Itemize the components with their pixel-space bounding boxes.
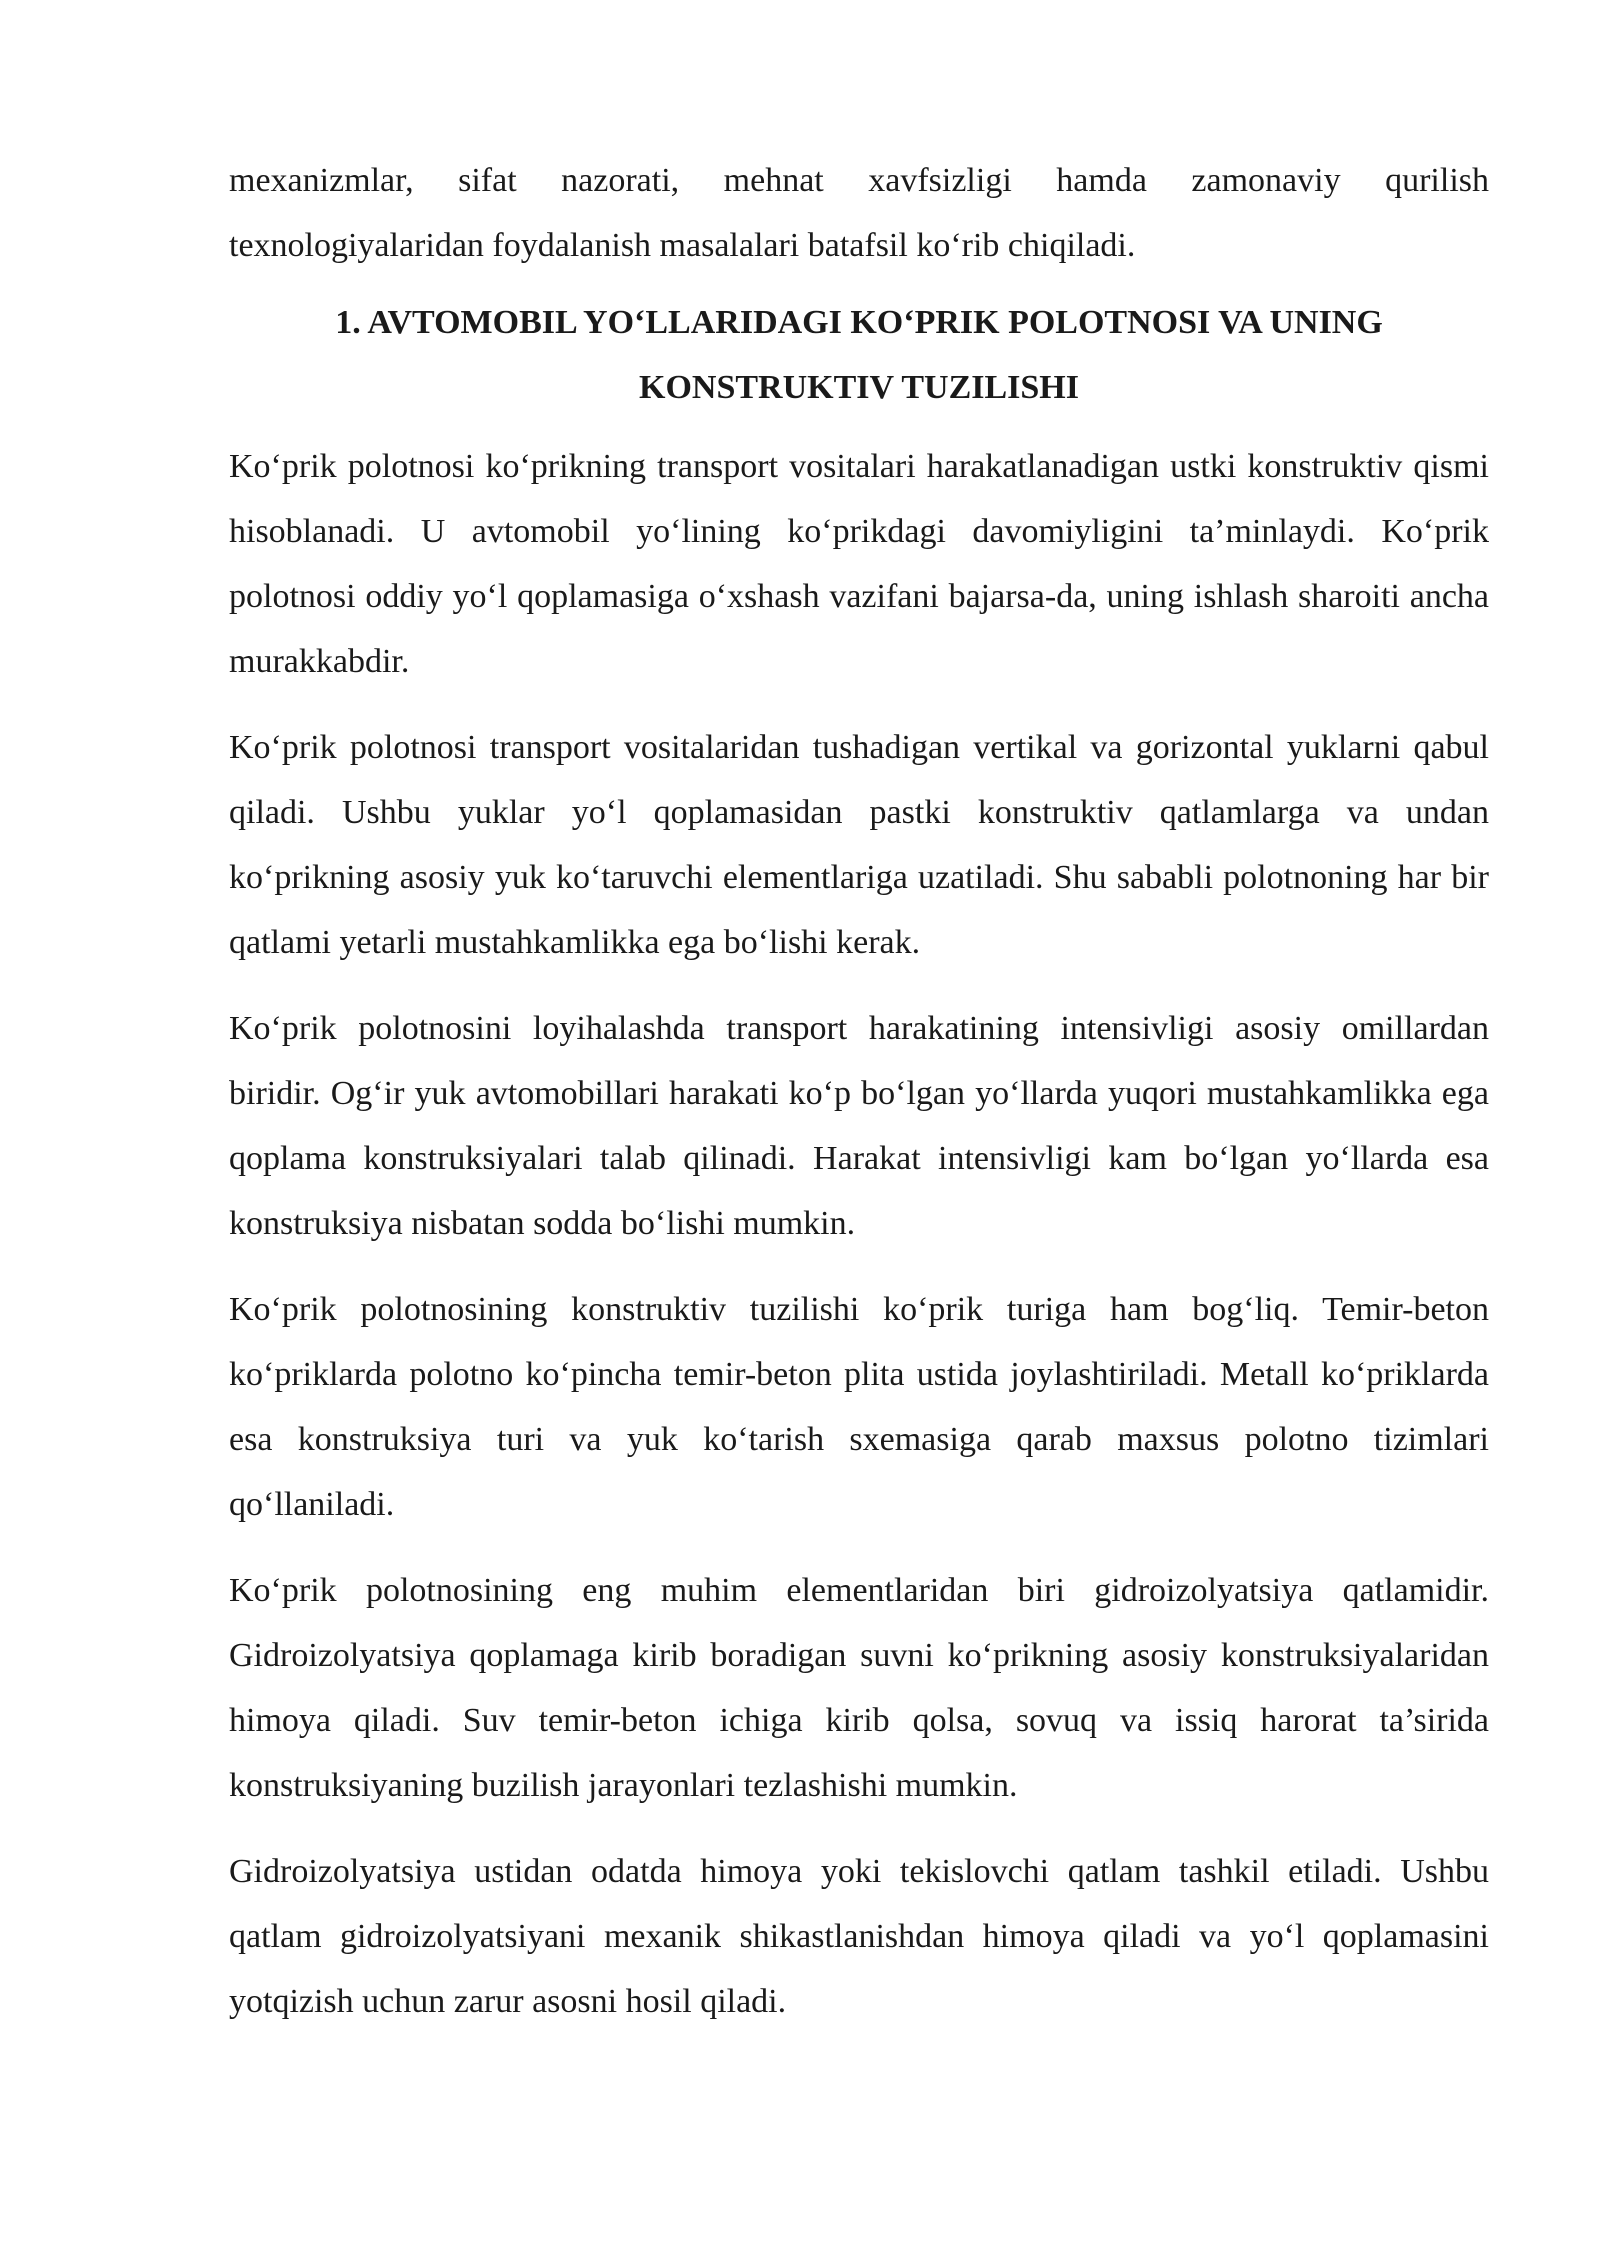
paragraph-2: Koʻprik polotnosi transport vositalaridan tushadigan vertikal va gorizontal yuklarni qabul qiladi. Ushbu yuklar yoʻl qoplamasidan pastki konstruktiv qatlamlarga va undan koʻprikning asosiy yuk koʻtaruvchi elementlariga uzatiladi. Shu sababli polotnoning har bir qatlami yetarli mustahkamlikka ega boʻlishi kerak. bbox=[229, 729, 1489, 961]
document-body bbox=[229, 148, 1489, 2055]
paragraph-3: Koʻprik polotnosini loyihalashda transport harakatining intensivligi asosiy omillardan biridir. Ogʻir yuk avtomobillari harakati koʻp boʻlgan yoʻllarda yuqori mustahkamlikka ega qoplama konstruksiyalari talab qilinadi. Harakat intensivligi kam boʻlgan yoʻllarda esa konstruksiya nisbatan sodda boʻlishi mumkin. bbox=[229, 1010, 1489, 1242]
paragraph-6: Gidroizolyatsiya ustidan odatda himoya yoki tekislovchi qatlam tashkil etiladi. Ushbu qatlam gidroizolyatsiyani mexanik shikastlanishdan himoya qiladi va yoʻl qoplamasini yotqizish uchun zarur asosni hosil qiladi. bbox=[229, 1853, 1489, 2020]
paragraph-5: Koʻprik polotnosining eng muhim elementlaridan biri gidroizolyatsiya qatlamidir. Gidroizolyatsiya qoplamaga kirib boradigan suvni koʻprikning asosiy konstruksiyalaridan himoya qiladi. Suv temir-beton ichiga kirib qolsa, sovuq va issiq harorat ta’sirida konstruksiyaning buzilish jarayonlari tezlashishi mumkin. bbox=[229, 1572, 1489, 1804]
section-heading: 1. AVTOMOBIL YOʻLLARIDAGI KOʻPRIK POLOTNOSI VA UNING KONSTRUKTIV TUZILISHI bbox=[335, 304, 1383, 406]
paragraph-1: Koʻprik polotnosi koʻprikning transport vositalari harakatlanadigan ustki konstruktiv qismi hisoblanadi. U avtomobil yoʻlining koʻprikdagi davomiyligini ta’minlaydi. Koʻprik polotnosi oddiy yoʻl qoplamasiga oʻxshash vazifani bajarsa-da, uning ishlash sharoiti ancha murakkabdir. bbox=[229, 448, 1489, 680]
paragraph-4: Koʻprik polotnosining konstruktiv tuzilishi koʻprik turiga ham bogʻliq. Temir-beton koʻpriklarda polotno koʻpincha temir-beton plita ustida joylashtiriladi. Metall koʻpriklarda esa konstruksiya turi va yuk koʻtarish sxemasiga qarab maxsus polotno tizimlari qoʻllaniladi. bbox=[229, 1291, 1489, 1523]
intro-paragraph: mexanizmlar, sifat nazorati, mehnat xavfsizligi hamda zamonaviy qurilish texnologiyalaridan foydalanish masalalari batafsil koʻrib chiqiladi. bbox=[229, 162, 1489, 264]
